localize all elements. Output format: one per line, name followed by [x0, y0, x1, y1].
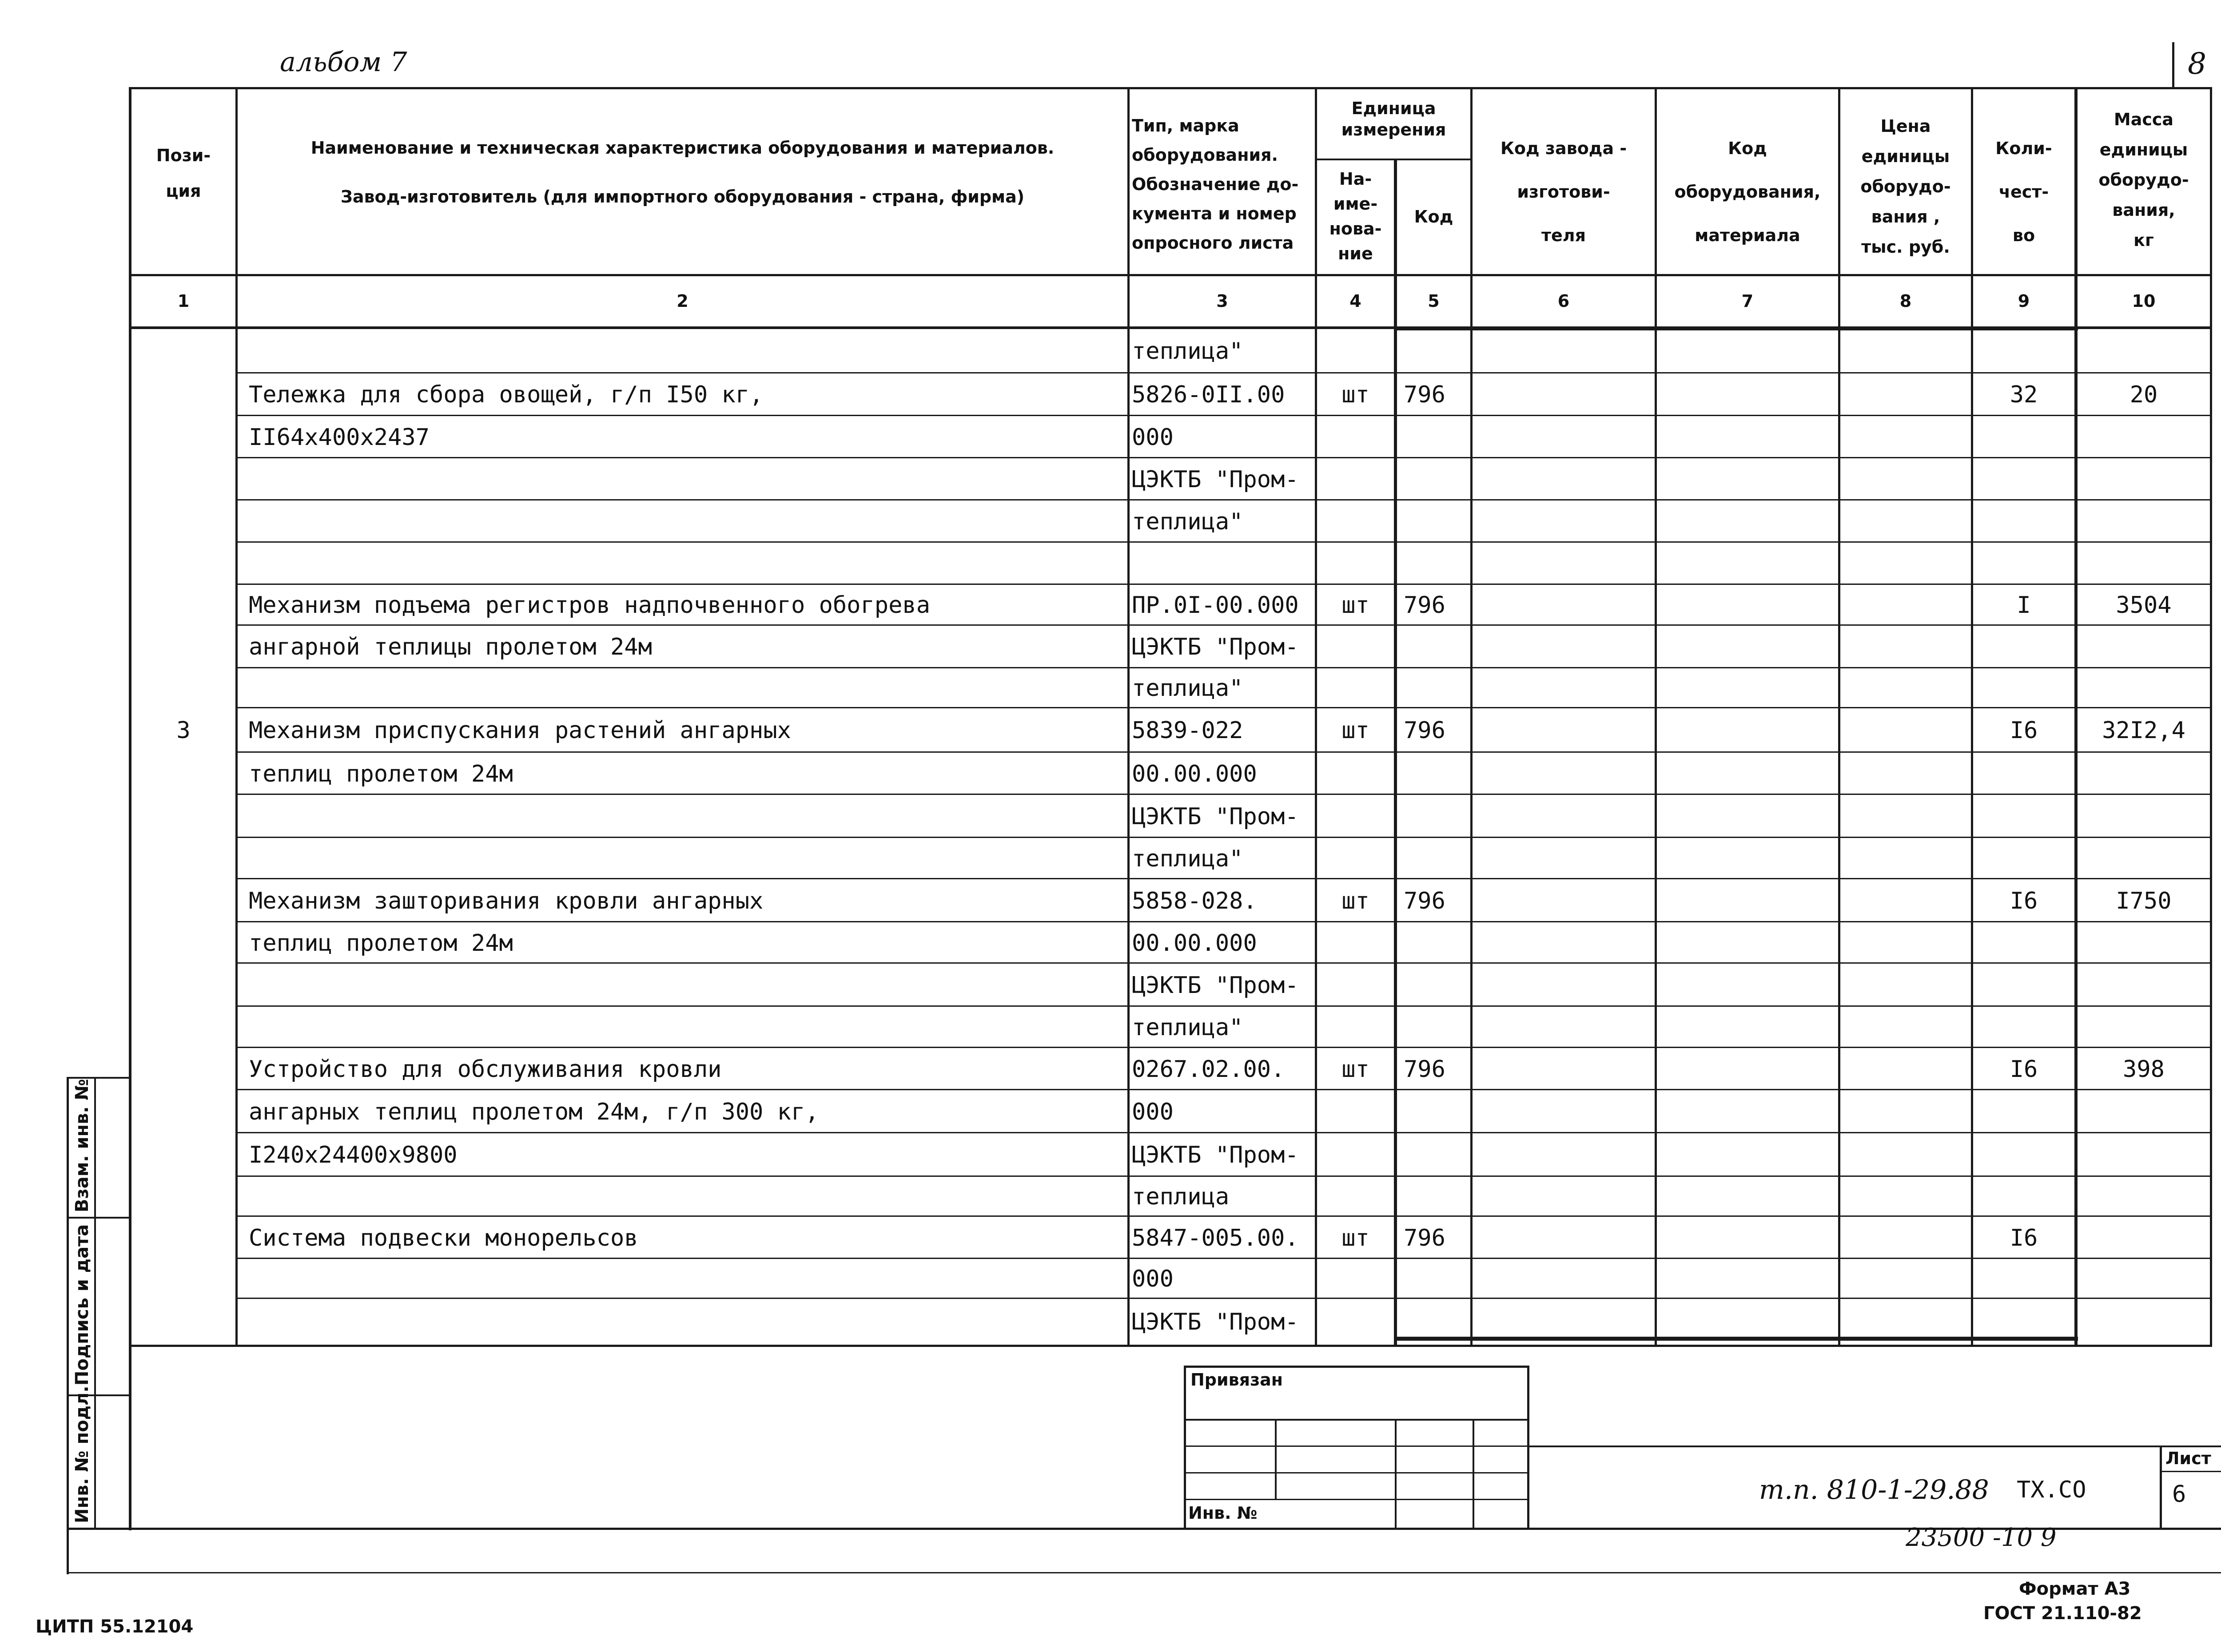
cell-type: теплица"	[1132, 675, 1243, 702]
cell-type: ЦЭКТБ "Пром-	[1132, 466, 1299, 493]
cell-type: ЦЭКТБ "Пром-	[1132, 972, 1299, 999]
row-divider	[235, 624, 2210, 626]
cell-name: II64x400x2437	[249, 424, 430, 451]
footer-format: Формат А3	[2019, 1579, 2131, 1599]
cell-code: 796	[1404, 1224, 1445, 1251]
stamp-designation: т.п. 810-1-29.88	[1759, 1474, 1989, 1505]
cell-type: теплица"	[1132, 508, 1243, 535]
cell-mass: I750	[2116, 887, 2172, 914]
column-number: 9	[2018, 291, 2030, 311]
row-divider	[235, 457, 2210, 458]
cell-name: Тележка для сбора овощей, г/п I50 кг,	[249, 381, 764, 408]
cell-qty: I6	[2010, 887, 2038, 914]
cell-type: теплица"	[1132, 338, 1243, 365]
stamp-list-number: 6	[2172, 1481, 2186, 1508]
header-mass: Масса единицы оборудо- вания, кг	[2098, 110, 2189, 250]
row-divider	[235, 751, 2210, 753]
row-divider	[235, 667, 2210, 668]
cell-type: ЦЭКТБ "Пром-	[1132, 803, 1299, 830]
column-number: 10	[2132, 291, 2156, 311]
row-divider	[235, 794, 2210, 795]
footer-citp: ЦИТП 55.12104	[36, 1616, 194, 1637]
cell-code: 796	[1404, 1056, 1445, 1083]
album-label: альбом 7	[280, 47, 407, 78]
footer-gost: ГОСТ 21.110-82	[1983, 1603, 2142, 1624]
header-position: Пози- ция	[156, 146, 211, 201]
cell-type: 000	[1132, 1266, 1174, 1292]
cell-code: 796	[1404, 887, 1445, 914]
row-divider	[235, 1175, 2210, 1177]
cell-name: теплиц пролетом 24м	[249, 929, 513, 957]
cell-name: ангарной теплицы пролетом 24м	[249, 634, 652, 660]
cell-mass: 20	[2129, 381, 2158, 408]
cell-type: 5826-0II.00	[1132, 381, 1285, 408]
stamp-list-label: Лист	[2165, 1449, 2211, 1468]
cell-name: ангарных теплиц пролетом 24м, г/п 300 кг,	[249, 1098, 819, 1125]
cell-type: 5839-022	[1132, 717, 1243, 744]
cell-name: Механизм подъема регистров надпочвенного обогрева	[249, 592, 931, 619]
cell-type: 00.00.000	[1132, 929, 1257, 957]
cell-qty: I	[2017, 592, 2031, 619]
row-divider	[235, 584, 2210, 585]
header-name-line1: Наименование и техническая характеристика оборудования и материалов.	[310, 138, 1055, 158]
column-number: 2	[677, 291, 689, 311]
cell-qty: I6	[2010, 1224, 2038, 1251]
cell-code: 796	[1404, 592, 1445, 619]
cell-type: 5847-005.00.	[1132, 1224, 1299, 1251]
cell-type: 000	[1132, 424, 1174, 451]
cell-qty: I6	[2010, 717, 2038, 744]
sheet-corner-number: 8	[2188, 47, 2206, 81]
header-unit-name: На- име- нова- ние	[1329, 169, 1382, 263]
cell-unit: шт	[1341, 1056, 1369, 1083]
cell-code: 796	[1404, 717, 1445, 744]
row-divider	[235, 1089, 2210, 1090]
cell-mass: 32I2,4	[2102, 717, 2185, 744]
header-quantity: Коли- чест- во	[1995, 139, 2052, 245]
header-price: Цена единицы оборудо- вания , тыс. руб.	[1860, 116, 1951, 257]
column-number: 5	[1428, 291, 1440, 311]
row-divider	[235, 707, 2210, 708]
header-plant-code: Код завода - изготови- теля	[1500, 139, 1627, 245]
cell-qty: I6	[2010, 1056, 2038, 1083]
column-number: 6	[1557, 291, 1570, 311]
cell-unit: шт	[1341, 381, 1369, 408]
stamp-inv-no: Инв. №	[1188, 1503, 1258, 1523]
column-number: 8	[1899, 291, 1912, 311]
cell-code: 796	[1404, 381, 1445, 408]
row-divider	[235, 1258, 2210, 1259]
row-divider	[235, 1047, 2210, 1048]
stamp-privyazan: Привязан	[1190, 1370, 1283, 1390]
cell-type: 0267.02.00.	[1132, 1056, 1285, 1083]
column-number: 7	[1741, 291, 1754, 311]
side-label-inv: Инв. № подл.	[72, 1386, 92, 1523]
cell-type: ЦЭКТБ "Пром-	[1132, 1142, 1299, 1168]
column-number: 4	[1349, 291, 1361, 311]
row-divider	[235, 1132, 2210, 1133]
header-name-line2: Завод-изготовитель (для импортного оборудования - страна, фирма)	[340, 187, 1025, 206]
cell-type: теплица	[1132, 1183, 1230, 1210]
cell-name: I240x24400x9800	[249, 1142, 458, 1168]
row-divider	[235, 921, 2210, 922]
cell-name: теплиц пролетом 24м	[249, 760, 513, 787]
header-equipment-code: Код оборудования, материала	[1674, 139, 1821, 245]
row-divider	[235, 415, 2210, 416]
cell-name: Устройство для обслуживания кровли	[249, 1056, 722, 1083]
cell-type: 5858-028.	[1132, 887, 1257, 914]
side-label-podpis: Подпись и дата	[72, 1224, 92, 1386]
row-divider	[235, 878, 2210, 879]
cell-type: ПР.0I-00.000	[1132, 592, 1299, 619]
cell-type: 00.00.000	[1132, 760, 1257, 787]
row-divider	[235, 541, 2210, 543]
column-number: 1	[177, 291, 190, 311]
cell-qty: 32	[2010, 381, 2038, 408]
row-divider	[235, 1215, 2210, 1217]
row-divider	[235, 372, 2210, 373]
column-number: 3	[1216, 291, 1228, 311]
stamp-handwritten-number: 23500 -10 9	[1906, 1523, 2057, 1552]
cell-mass: 398	[2123, 1056, 2165, 1083]
row-divider	[235, 499, 2210, 500]
cell-mass: 3504	[2116, 592, 2172, 619]
row-divider	[235, 1298, 2210, 1299]
side-label-vzam: Взам. инв. №	[72, 1079, 92, 1212]
cell-unit: шт	[1341, 717, 1369, 744]
cell-type: теплица"	[1132, 845, 1243, 872]
cell-pos: 3	[176, 717, 191, 744]
row-divider	[235, 837, 2210, 838]
row-divider	[235, 1005, 2210, 1007]
row-divider	[235, 962, 2210, 964]
stamp-doc-code: ТХ.СО	[2017, 1477, 2086, 1503]
cell-name: Механизм приспускания растений ангарных	[249, 717, 791, 744]
cell-type: ЦЭКТБ "Пром-	[1132, 1308, 1299, 1335]
cell-name: Система подвески монорельсов	[249, 1224, 638, 1251]
cell-name: Механизм зашторивания кровли ангарных	[249, 887, 764, 914]
header-unit-code: Код	[1414, 207, 1453, 226]
cell-unit: шт	[1341, 592, 1369, 619]
cell-type: ЦЭКТБ "Пром-	[1132, 634, 1299, 660]
header-unit-group: Единица измерения	[1341, 99, 1446, 139]
cell-unit: шт	[1341, 887, 1369, 914]
cell-unit: шт	[1341, 1224, 1369, 1251]
cell-type: теплица"	[1132, 1014, 1243, 1041]
header-type: Тип, марка оборудования. Обозначение до- кумента и номер опросного листа	[1132, 116, 1299, 253]
cell-type: 000	[1132, 1098, 1174, 1125]
